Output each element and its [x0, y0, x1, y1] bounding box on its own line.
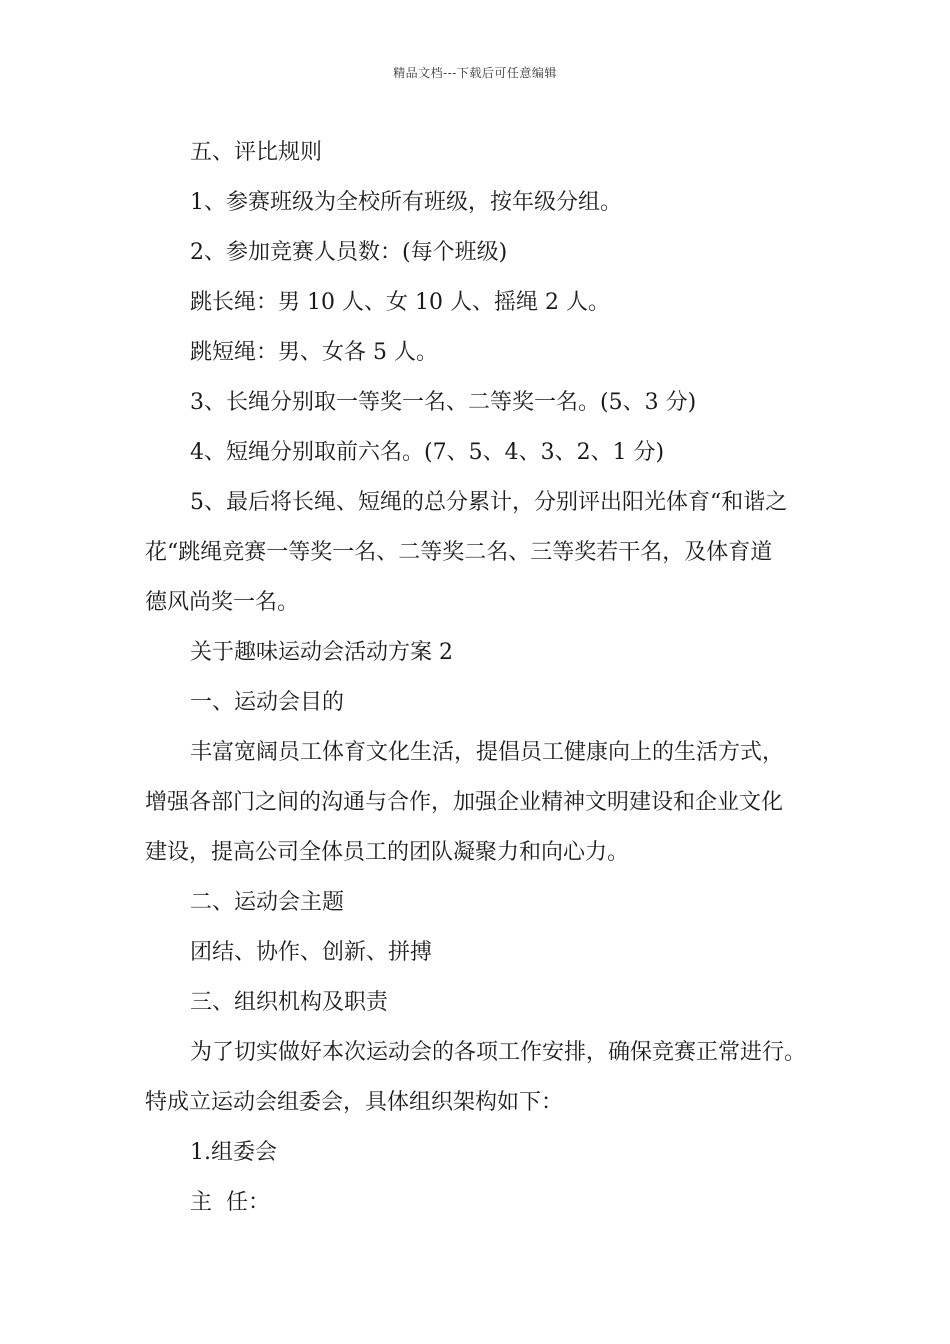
page-header: 精品文档---下载后可任意编辑 [393, 66, 557, 80]
rule-item-4: 4、短绳分别取前六名。(7、5、4、3、2、1 分) [190, 440, 665, 465]
rule-item-5-line-2: 花“跳绳竞赛一等奖一名、二等奖二名、三等奖若干名，及体育道 [145, 540, 773, 565]
rule-item-5-line-3: 德风尚奖一名。 [145, 590, 300, 615]
director-label: 主 任： [190, 1190, 270, 1215]
section-heading-theme: 二、运动会主题 [190, 890, 345, 915]
rule-item-1: 1、参赛班级为全校所有班级，按年级分组。 [190, 190, 622, 215]
plan-2-title: 关于趣味运动会活动方案 2 [190, 640, 453, 665]
rule-item-5-line-1: 5、最后将长绳、短绳的总分累计，分别评出阳光体育“和谐之 [190, 490, 788, 515]
long-rope-participants: 跳长绳：男 10 人、女 10 人、摇绳 2 人。 [190, 290, 610, 315]
document-body [145, 128, 810, 1228]
purpose-paragraph-line-2: 增强各部门之间的沟通与合作，加强企业精神文明建设和企业文化 [145, 790, 784, 815]
organization-paragraph-line-2: 特成立运动会组委会，具体组织架构如下： [145, 1090, 564, 1115]
section-heading-evaluation-rules: 五、评比规则 [190, 140, 323, 165]
purpose-paragraph-line-3: 建设，提高公司全体员工的团队凝聚力和向心力。 [145, 840, 630, 865]
organization-paragraph-line-1: 为了切实做好本次运动会的各项工作安排，确保竞赛正常进行。 [190, 1040, 807, 1065]
section-heading-organization: 三、组织机构及职责 [190, 990, 389, 1015]
rule-item-3: 3、长绳分别取一等奖一名、二等奖一名。(5、3 分) [190, 390, 697, 415]
theme-text: 团结、协作、创新、拼搏 [190, 940, 433, 965]
purpose-paragraph-line-1: 丰富宽阔员工体育文化生活，提倡员工健康向上的生活方式， [190, 740, 785, 765]
organizing-committee-heading: 1.组委会 [190, 1140, 277, 1165]
section-heading-purpose: 一、运动会目的 [190, 690, 345, 715]
short-rope-participants: 跳短绳：男、女各 5 人。 [190, 340, 438, 365]
rule-item-2: 2、参加竞赛人员数：(每个班级) [190, 240, 508, 265]
